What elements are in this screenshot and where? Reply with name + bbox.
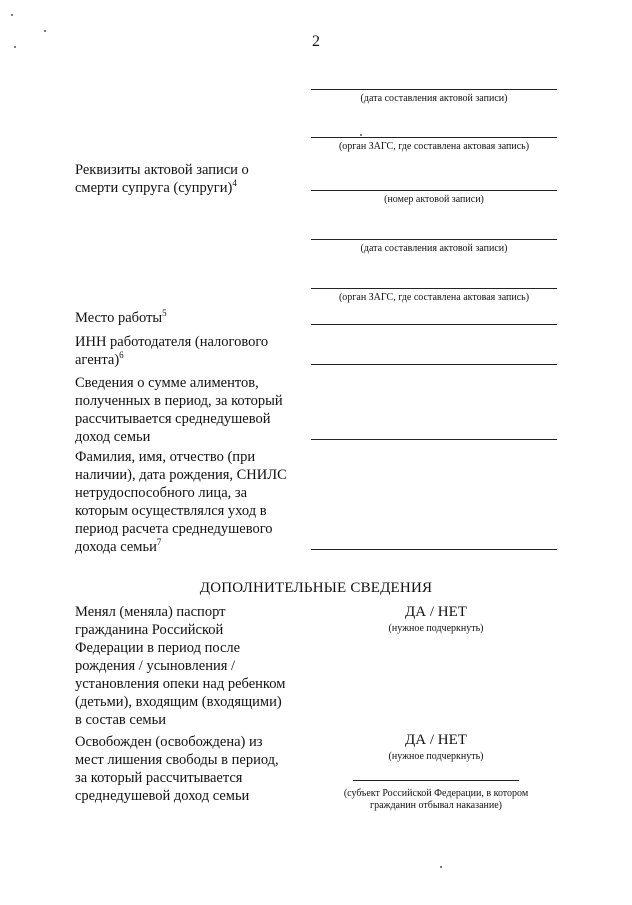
passport-q-line2: гражданина Российской (75, 622, 224, 638)
care-label (75, 448, 287, 556)
passport-question (75, 603, 285, 729)
scan-speck (44, 30, 46, 32)
prison-q-line4: среднедушевой доход семьи (75, 788, 250, 804)
spouse-death-label-line2: смерти супруга (супруги) (75, 180, 233, 196)
region-line[interactable] (353, 780, 519, 781)
region-caption-line1: (субъект Российской Федерации, в котором (343, 788, 529, 799)
alimony-line4: доход семьи (75, 429, 151, 445)
care-line5: период расчета среднедушевого (75, 521, 273, 537)
passport-q-line6: (детьми), входящим (входящими) (75, 694, 282, 710)
care-line4: которым осуществлялся уход в (75, 503, 267, 519)
care-line1: Фамилия, имя, отчество (при (75, 449, 256, 465)
spouse-death-label (75, 161, 249, 197)
record-office-line[interactable] (311, 288, 557, 289)
alimony-line3: рассчитывается среднедушевой (75, 411, 271, 427)
alimony-line[interactable] (311, 439, 557, 440)
employer-inn-line2-wrap (75, 351, 268, 369)
footnote-6: 6 (119, 350, 124, 361)
footnote-7: 7 (156, 537, 162, 548)
passport-yes-no-hint: (нужное подчеркнуть) (388, 623, 484, 634)
prison-q-line2: мест лишения свободы в период, (75, 752, 279, 768)
alimony-line1: Сведения о сумме алиментов, (75, 375, 259, 391)
record-number-line[interactable] (311, 190, 557, 191)
scan-speck (14, 46, 16, 48)
prison-q-line3: за который рассчитывается (75, 770, 243, 786)
passport-yes-no[interactable]: ДА / НЕТ (405, 604, 467, 620)
page-number: 2 (312, 33, 320, 50)
employer-inn-line1: ИНН работодателя (налогового (75, 334, 269, 350)
passport-q-line7: в состав семьи (75, 712, 166, 728)
passport-q-line3: Федерации в период после (75, 640, 241, 656)
workplace-label (75, 309, 167, 327)
record-number-caption: (номер актовой записи) (384, 194, 484, 205)
prison-q-line1: Освобожден (освобождена) из (75, 734, 263, 750)
care-line2: наличии), дата рождения, СНИЛС (75, 467, 287, 483)
passport-q-line1: Менял (меняла) паспорт (75, 604, 226, 620)
prison-yes-no[interactable]: ДА / НЕТ (405, 732, 467, 748)
care-line3: нетрудоспособного лица, за (75, 485, 248, 501)
additional-section-title: ДОПОЛНИТЕЛЬНЫЕ СВЕДЕНИЯ (199, 580, 433, 596)
date-caption-top: (дата составления актовой записи) (360, 93, 508, 104)
employer-inn-label (75, 333, 268, 369)
record-office-caption: (орган ЗАГС, где составлена актовая запись) (338, 292, 530, 303)
date-line-top[interactable] (311, 89, 557, 90)
employer-inn-line2: агента) (75, 352, 120, 368)
scan-speck (360, 134, 362, 136)
care-line6-wrap (75, 538, 287, 556)
scan-speck (11, 14, 13, 16)
footnote-5: 5 (162, 308, 167, 319)
employer-inn-line[interactable] (311, 364, 557, 365)
scan-speck (440, 866, 442, 868)
spouse-death-label-line1: Реквизиты актовой записи о (75, 162, 249, 178)
care-line[interactable] (311, 549, 557, 550)
spouse-death-label-line2-wrap (75, 179, 249, 197)
prison-yes-no-hint: (нужное подчеркнуть) (388, 751, 484, 762)
office-caption-top: (орган ЗАГС, где составлена актовая запись) (338, 141, 530, 152)
passport-q-line5: установления опеки над ребенком (75, 676, 286, 692)
workplace-line[interactable] (311, 324, 557, 325)
record-date-line[interactable] (311, 239, 557, 240)
office-line-top[interactable] (311, 137, 557, 138)
alimony-label (75, 374, 283, 446)
alimony-line2: полученных в период, за который (75, 393, 283, 409)
region-caption (318, 788, 554, 812)
prison-question (75, 733, 279, 805)
workplace-label-text: Место работы (75, 310, 163, 326)
record-date-caption: (дата составления актовой записи) (360, 243, 508, 254)
care-line6: дохода семьи (75, 539, 157, 555)
passport-q-line4: рождения / усыновления / (75, 658, 236, 674)
footnote-4: 4 (232, 178, 237, 189)
region-caption-line2: гражданин отбывал наказание) (370, 800, 502, 811)
